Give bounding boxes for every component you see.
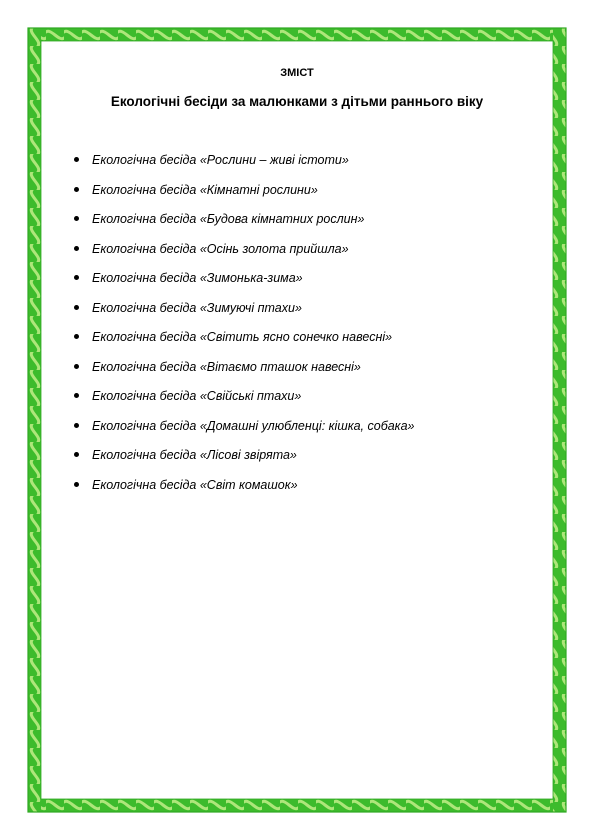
toc-item-text: Екологічна бесіда «Зимонька-зима» bbox=[92, 271, 303, 285]
toc-item-text: Екологічна бесіда «Світ комашок» bbox=[92, 477, 298, 492]
border-top bbox=[28, 28, 566, 41]
toc-item-text: Екологічна бесіда «Вітаємо пташок навесні» bbox=[92, 359, 361, 374]
toc-item-text: Екологічна бесіда «Будова кімнатних рослин» bbox=[92, 212, 365, 226]
bullet-icon bbox=[74, 393, 79, 398]
bullet-icon bbox=[74, 187, 79, 192]
toc-item-text: Екологічна бесіда «Лісові звірята» bbox=[92, 448, 297, 462]
border-bottom bbox=[28, 799, 566, 812]
bullet-icon bbox=[74, 246, 79, 251]
toc-item-text: Екологічна бесіда «Рослини – живі істоти» bbox=[92, 153, 349, 167]
toc-item-text: Екологічна бесіда «Світить ясно сонечко навесні» bbox=[92, 330, 393, 344]
border-left bbox=[28, 28, 41, 812]
bullet-icon bbox=[74, 216, 79, 221]
toc-item-text: Екологічна бесіда «Домашні улюбленці: кішка, собака» bbox=[92, 418, 415, 433]
bullet-icon bbox=[74, 423, 79, 428]
page-title: ЗМІСТ bbox=[280, 67, 314, 79]
bullet-icon bbox=[74, 482, 79, 487]
bullet-icon bbox=[74, 452, 79, 457]
bullet-icon bbox=[74, 305, 79, 310]
toc-item-text: Екологічна бесіда «Зимуючі птахи» bbox=[92, 300, 302, 315]
page-subtitle: Екологічні бесіди за малюнками з дітьми раннього віку bbox=[110, 94, 484, 109]
bullet-icon bbox=[74, 157, 79, 162]
toc-item-text: Екологічна бесіда «Кімнатні рослини» bbox=[92, 182, 318, 197]
bullet-icon bbox=[74, 275, 79, 280]
border-right bbox=[553, 28, 566, 812]
toc-item-text: Екологічна бесіда «Свійські птахи» bbox=[92, 389, 302, 403]
bullet-icon bbox=[74, 334, 79, 339]
toc-item-text: Екологічна бесіда «Осінь золота прийшла» bbox=[92, 241, 349, 256]
bullet-icon bbox=[74, 364, 79, 369]
